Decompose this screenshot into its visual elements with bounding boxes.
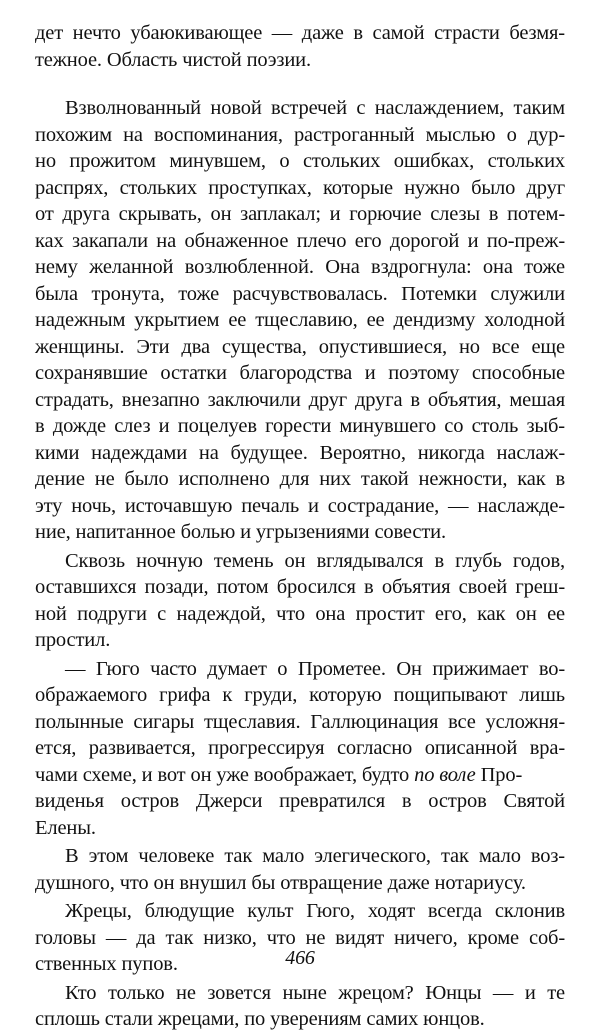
text-line: ние, напитанное болью и угрызениями совести. [35,521,446,543]
text-line: похожим на воспоминания, растроганный мыслью о дур- [35,123,565,146]
text-line: сплошь стали жрецами, по уверениям самих юнцов. [35,1008,485,1030]
italic-phrase: по воле [414,763,476,786]
paragraph [35,95,565,546]
text-line: женщины. Эти два существа, опустившиеся, но все еще [35,335,565,358]
text-line: полынные сигары тщеславия. Галлюцинация все усложня- [35,710,565,733]
text-line: ображаемого грифа к груди, которую пощипывают лишь [35,684,565,706]
text-segment: чами схеме, и вот он уже воображает, будто [35,763,410,786]
text-line: Кто только не зовется ныне жрецом? Юнцы — и те [65,981,565,1004]
text-line: кими надеждами на будущее. Вероятно, никогда наслаж- [35,441,565,464]
text-line: виденья остров Джерси превратился в остров Святой [35,790,565,812]
page-number: 466 [285,947,315,969]
text-segment: Про- [480,763,523,786]
page-text [35,20,565,1033]
text-line: ках закапали на обнаженное плечо его дорогой и по-преж- [35,229,565,252]
text-line: страдать, внезапно заключили друг друга в объятия, мешая [35,388,565,411]
text-line: Взволнованный новой встречей с наслаждением, таким [65,97,565,119]
text-line: В этом человеке так мало элегического, так мало воз- [65,845,565,867]
text-line: в дожде слез и поцелуев горести минувшего со столь зыб- [35,415,565,437]
text-line: Елены. [35,816,96,839]
paragraph [35,20,565,73]
text-line: простил. [35,629,111,651]
text-line: нему желанной возлюбленной. Она вздрогнула: она тоже [35,256,565,278]
text-line: — Гюго часто думает о Прометее. Он прижимает во- [65,657,565,680]
text-line: душного, что он внушил бы отвращение даже нотариусу. [35,871,526,894]
text-line: дет нечто убаюкивающее — даже в самой страсти безмя- [35,22,565,44]
paragraph [35,843,565,896]
paragraph [35,548,565,654]
text-line: ется, развивается, прогрессируя согласно описанной вра- [35,737,565,759]
text-line: головы — да так низко, что не видят ничего, кроме соб- [35,926,565,949]
paragraph [35,980,565,1033]
text-line: сохранявшие остатки благородства и поэтому способные [35,362,565,384]
paragraph [35,656,565,842]
text-line [35,762,565,789]
text-line: ной подруги с надеждой, что она простит его, как он ее [35,602,565,625]
text-line: ственных пупов. [35,953,178,975]
text-line: эту ночь, источавшую печаль и сострадание, — наслажде- [35,494,565,517]
text-line: тежное. Область чистой поэзии. [35,48,311,71]
text-line: Сквозь ночную темень он вглядывался в глубь годов, [65,549,565,572]
text-line: распрях, стольких проступках, которые нужно было друг [35,176,565,199]
text-line: от друга скрывать, он заплакал; и горючие слезы в потем- [35,203,565,225]
text-line: надежным укрытием ее тщеславию, ее дендизму холодной [35,309,565,331]
text-line: Жрецы, блюдущие культ Гюго, ходят всегда склонив [65,900,565,922]
text-line: оставшихся позади, потом бросился в объятия своей греш- [35,576,565,598]
text-line: была тронута, тоже расчувствовалась. Потемки служили [35,282,565,305]
text-line: дение не было исполнено для них такой нежности, как в [35,468,565,490]
text-line: но прожитом минувшем, о стольких ошибках, стольких [35,150,565,172]
